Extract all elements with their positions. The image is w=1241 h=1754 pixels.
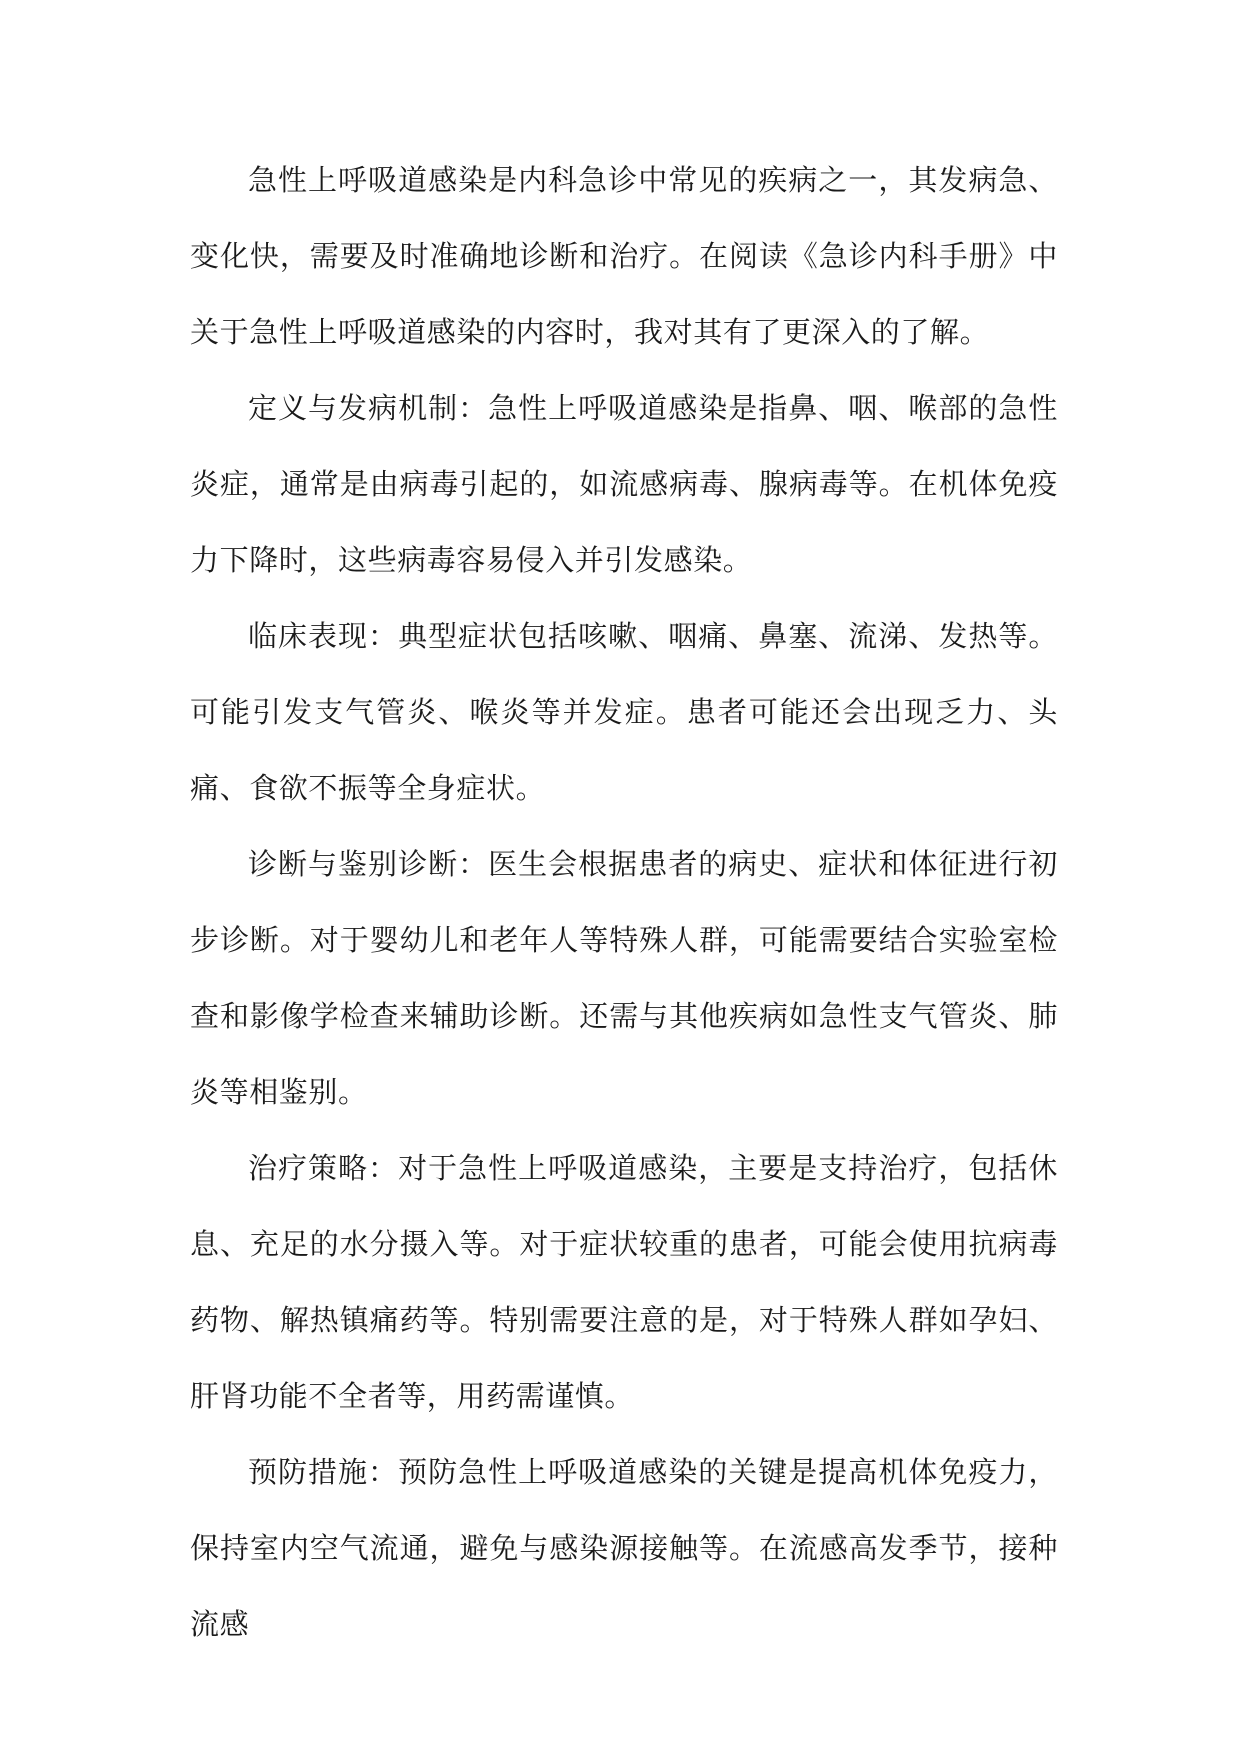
paragraph-clinical: 临床表现：典型症状包括咳嗽、咽痛、鼻塞、流涕、发热等。可能引发支气管炎、喉炎等并发症。患者可能还会出现乏力、头痛、食欲不振等全身症状。 <box>190 619 1058 805</box>
paragraph-diagnosis: 诊断与鉴别诊断：医生会根据患者的病史、症状和体征进行初步诊断。对于婴幼儿和老年人等特殊人群，可能需要结合实验室检查和影像学检查来辅助诊断。还需与其他疾病如急性支气管炎、肺炎等相鉴别。 <box>190 847 1058 1109</box>
document-body <box>190 142 1058 1662</box>
paragraph-treatment: 治疗策略：对于急性上呼吸道感染，主要是支持治疗，包括休息、充足的水分摄入等。对于症状较重的患者，可能会使用抗病毒药物、解热镇痛药等。特别需要注意的是，对于特殊人群如孕妇、肝肾功能不全者等，用药需谨慎。 <box>190 1151 1058 1413</box>
paragraph-intro: 急性上呼吸道感染是内科急诊中常见的疾病之一，其发病急、变化快，需要及时准确地诊断和治疗。在阅读《急诊内科手册》中关于急性上呼吸道感染的内容时，我对其有了更深入的了解。 <box>190 163 1058 349</box>
paragraph-definition: 定义与发病机制：急性上呼吸道感染是指鼻、咽、喉部的急性炎症，通常是由病毒引起的，如流感病毒、腺病毒等。在机体免疫力下降时，这些病毒容易侵入并引发感染。 <box>190 391 1058 577</box>
paragraph-prevention: 预防措施：预防急性上呼吸道感染的关键是提高机体免疫力，保持室内空气流通，避免与感染源接触等。在流感高发季节，接种流感 <box>190 1455 1058 1641</box>
